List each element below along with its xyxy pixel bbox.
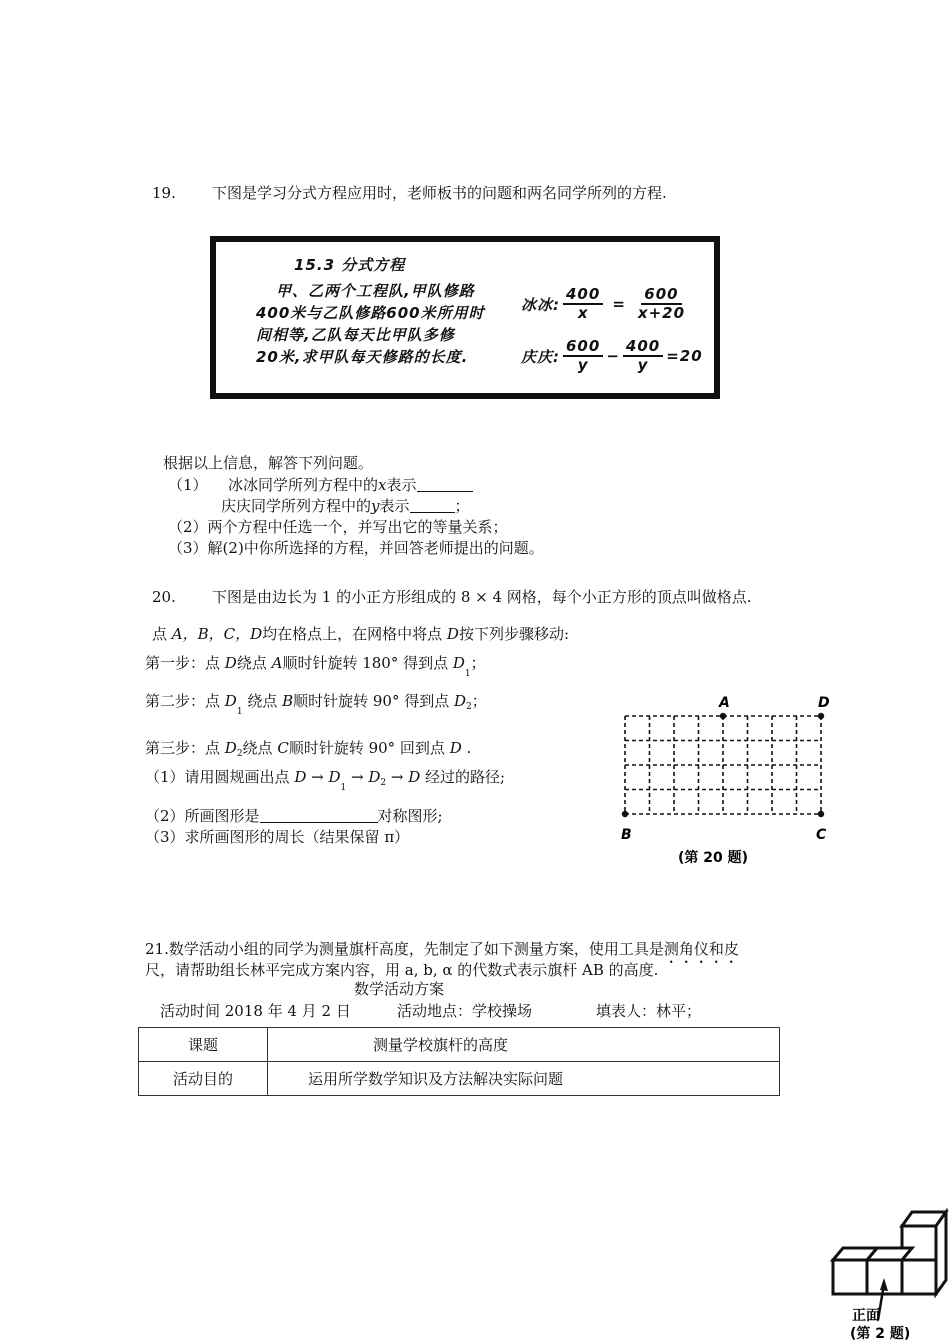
bingbing-equation: 冰冰: $\frac{400}{x}$ = $\frac{600}{x+20}$ (521, 286, 691, 322)
board-line-1: 甲、乙两个工程队,甲队修路 (276, 282, 475, 300)
answer-blank[interactable] (410, 498, 455, 513)
fraction: $\frac{400}{y}$ (623, 338, 663, 374)
q19-part1: （1） 冰冰同学所列方程中的x表示 (168, 474, 473, 495)
cube-face (902, 1260, 936, 1294)
cube-face (833, 1260, 867, 1294)
q20-step1: 第一步：点 D绕点 A顺时针旋转 180° 得到点 $D_1$； (145, 654, 486, 679)
plan-time: 活动时间 2018 年 4 月 2 日 (160, 1002, 351, 1020)
row-content: 运用所学数学知识及方法解决实际问题 (268, 1062, 780, 1096)
label-c: C (816, 827, 827, 843)
label-d: D (818, 695, 830, 711)
plan-table (138, 1027, 780, 1096)
point-d (818, 713, 824, 719)
fraction: $\frac{600}{y}$ (563, 338, 603, 374)
plan-filler: 填表人：林平； (596, 1002, 702, 1020)
q19-part1b: 庆庆同学所列方程中的y表示 ； (221, 497, 470, 515)
answer-blank[interactable] (417, 477, 473, 492)
q21-stem-line2: 尺，请帮助组长林平完成方案内容，用 a, b, α 的代数式表示旗杆 AB 的高度. (145, 961, 659, 979)
q20-part3: （3）求所画图形的周长（结果保留 π） (145, 828, 410, 846)
table-row (139, 1062, 780, 1096)
answer-blank[interactable] (260, 808, 378, 823)
figure-caption: (第 20 题) (678, 850, 749, 866)
plan-place: 活动地点：学校操场 (397, 1002, 533, 1020)
fraction: $\frac{400}{x}$ (563, 286, 603, 322)
cube-figure (826, 1208, 950, 1343)
q20-number: 20. (152, 588, 176, 606)
row-label: 课题 (139, 1028, 268, 1062)
point-c (818, 811, 824, 817)
cubes (833, 1212, 946, 1294)
point-b (622, 811, 628, 817)
q19-part2: （2）两个方程中任选一个，并写出它的等量关系； (168, 518, 508, 536)
q20-step2: 第二步：点 $D_1$ 绕点 B顺时针旋转 90° 得到点 $D_2$； (145, 692, 487, 717)
q20-part2: （2）所画图形是 对称图形; (145, 807, 443, 825)
fig2-caption: (第 2 题) (850, 1326, 911, 1342)
cube-top (833, 1248, 877, 1260)
q20-part1: （1）请用圆规画出点 $D \to D_1 \to D_2 \to D$ 经过的路径; (145, 768, 506, 793)
row-content: 测量学校旗杆的高度 (268, 1028, 780, 1062)
board-title: 15.3 分式方程 (294, 256, 406, 274)
plan-title: 数学活动方案 (354, 980, 445, 998)
q19-number: 19. (152, 184, 176, 202)
q19-part3: （3）解(2)中你所选择的方程，并回答老师提出的问题。 (168, 539, 544, 557)
q19-intro: 根据以上信息，解答下列问题。 (163, 454, 374, 472)
qingqing-equation: 庆庆: $\frac{600}{y}$ − $\frac{400}{y}$ =20 (521, 337, 703, 374)
grid-figure (610, 690, 850, 870)
label-b: B (621, 827, 632, 843)
label-a: A (719, 695, 730, 711)
board-line-2: 400米与乙队修路600米所用时 (256, 304, 485, 322)
point-a (720, 713, 726, 719)
q20-stem: 20. 下图是由边长为 1 的小正方形组成的 8 × 4 网格，每个小正方形的顶点叫做格点. (152, 588, 752, 606)
q20-line1: 点 A，B，C，D均在格点上，在网格中将点 D按下列步骤移动: (152, 625, 570, 643)
front-label: 正面 (852, 1308, 880, 1324)
q19-stem: 19. 下图是学习分式方程应用时，老师板书的问题和两名同学所列的方程. (152, 184, 667, 202)
board-line-4: 20米,求甲队每天修路的长度. (256, 348, 469, 366)
board-line-3: 间相等,乙队每天比甲队多修 (256, 326, 455, 344)
q21-stem-line1: 21.数学活动小组的同学为测量旗杆高度，先制定了如下测量方案，使用工具是测角仪和皮 (145, 940, 739, 958)
grid-lines (625, 716, 821, 814)
row-label: 活动目的 (139, 1062, 268, 1096)
fraction: $\frac{600}{x+20}$ (637, 285, 686, 322)
table-row (139, 1028, 780, 1062)
blackboard-figure (210, 236, 720, 399)
q20-step3: 第三步：点 $D_2$绕点 C顺时针旋转 90° 回到点 D . (145, 739, 472, 759)
